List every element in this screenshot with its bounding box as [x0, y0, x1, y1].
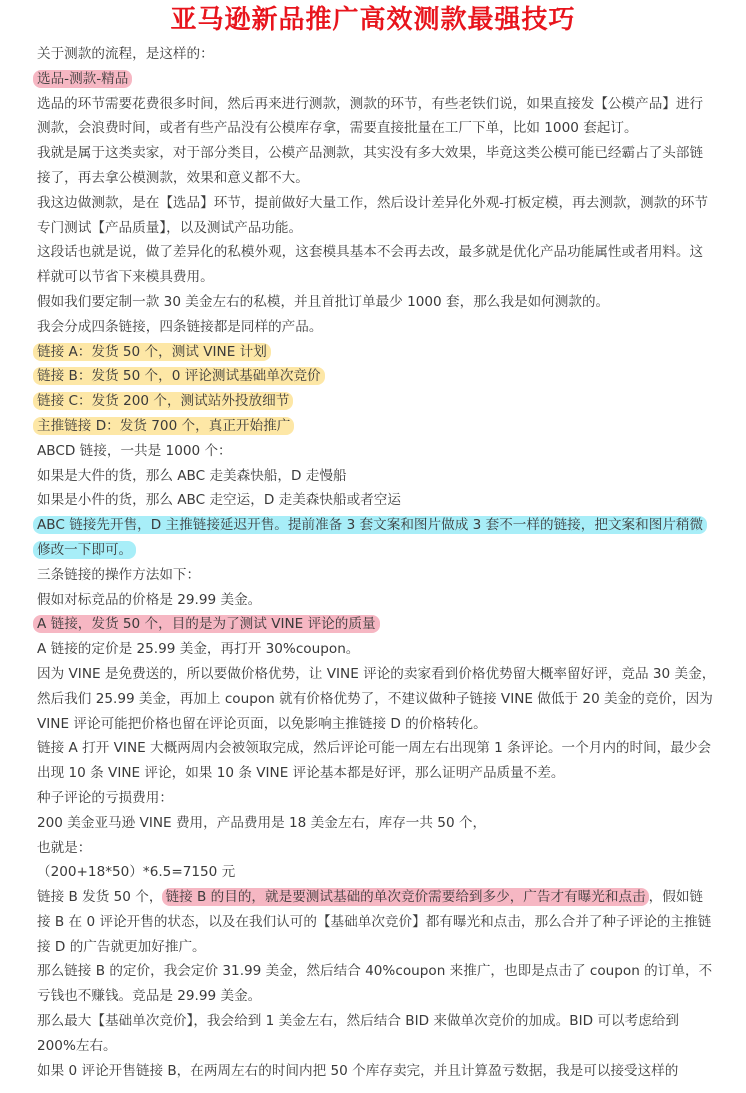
link-a-goal-highlight: A 链接，发货 50 个，目的是为了测试 VINE 评论的质量 [33, 615, 380, 633]
paragraph: 200 美金亚马逊 VINE 费用，产品费用是 18 美金左右，库存一共 50 个， [37, 814, 487, 831]
paragraph: 假如对标竞品的价格是 29.99 美金。 [37, 591, 262, 608]
highlight-pink: 选品-测款-精品 [33, 70, 132, 88]
paragraph: 如果 0 评论开售链接 B，在两周左右的时间内把 50 个库存卖完，并且计算盈亏数据，我是可以接受这样的 [37, 1062, 679, 1079]
highlight-cyan: ABC 链接先开售，D 主推链接延迟开售。提前准备 3 套文案和图片做成 3 套不一样的链接，把文案和图片稍微修改一下即可。 [33, 516, 707, 559]
paragraph-highlight [37, 414, 716, 439]
paragraph-mixed [37, 885, 716, 959]
article-title: 亚马逊新品推广高效测款最强技巧 [170, 5, 576, 35]
paragraph: 我这边做测款，是在【选品】环节，提前做好大量工作，然后设计差异化外观-打板定模，再去测款，测款的环节专门测试【产品质量】，以及测试产品功能。 [37, 194, 708, 236]
paragraph: 关于测款的流程，是这样的： [37, 46, 214, 62]
paragraph: 我会分成四条链接，四条链接都是同样的产品。 [37, 318, 323, 335]
link-d-highlight: 主推链接 D：发货 700 个，真正开始推广 [33, 417, 294, 435]
paragraph: 那么最大【基础单次竞价】，我会给到 1 美金左右，然后结合 BID 来做单次竞价的加成。BID 可以考虑给到 200%左右。 [37, 1013, 679, 1054]
paragraph: A 链接的定价是 25.99 美金，再打开 30%coupon。 [37, 641, 360, 658]
paragraph: 这段话也就是说，做了差异化的私模外观，这套模具基本不会再去改，最多就是优化产品功能属性或者用料。这样就可以节省下来模具费用。 [37, 244, 704, 286]
paragraph: 选品的环节需要花费很多时间，然后再来进行测款，测款的环节，有些老铁们说，如果直接发【公模产品】进行测款，会浪费时间，或者有些产品没有公模库存拿，需要直接批量在工厂下单，比如 1000 套起订。 [37, 95, 704, 137]
paragraph-highlight [37, 389, 716, 414]
link-b-goal-highlight: 链接 B 的目的，就是要测试基础的单次竞价需要给到多少，广告才有曝光和点击 [162, 888, 648, 906]
paragraph-highlight [37, 340, 716, 365]
link-c-highlight: 链接 C：发货 200 个，测试站外投放细节 [33, 392, 293, 410]
paragraph: （200+18*50）*6.5=7150 元 [37, 864, 236, 881]
text-segment: 链接 B 发货 50 个， [37, 889, 163, 906]
paragraph: 我就是属于这类卖家，对于部分类目，公模产品测款，其实没有多大效果，毕竟这类公模可能已经霸占了头部链接了，再去拿公模测款，效果和意义都不大。 [37, 145, 704, 186]
paragraph: 三条链接的操作方法如下： [37, 566, 201, 583]
link-b-highlight: 链接 B：发货 50 个，0 评论测试基础单次竞价 [33, 367, 325, 385]
paragraph: 种子评论的亏损费用： [37, 789, 173, 806]
paragraph-highlight [37, 67, 716, 92]
paragraph-highlight [37, 513, 716, 563]
paragraph: 链接 A 打开 VINE 大概两周内会被领取完成，然后评论可能一周左右出现第 1 条评论。一个月内的时间，最少会出现 10 条 VINE 评论，如果 10 条 VINE 评论基本都是好评，那么证明产品质量不差。 [37, 740, 712, 782]
paragraph-highlight [37, 612, 716, 637]
paragraph: 假如我们要定制一款 30 美金左右的私模，并且首批订单最少 1000 套，那么我是如何测款的。 [37, 293, 610, 310]
paragraph: 那么链接 B 的定价，我会定价 31.99 美金，然后结合 40%coupon 来推广，也即是点击了 coupon 的订单，不亏钱也不赚钱。竞品是 29.99 美金。 [37, 963, 713, 1005]
text-segment: ，假如链接 B 在 0 评论开售的状态，以及在我们认可的【基础单次竞价】都有曝光和点击，那么合并了种子评论的主推链接 D 的广告就更加好推广。 [37, 889, 712, 955]
paragraph: 因为 VINE 是免费送的，所以要做价格优势，让 VINE 评论的卖家看到价格优势留大概率留好评，竞品 30 美金，然后我们 25.99 美金，再加上 coupon 就有价格优势了，不建议做种子链接 VINE 做低于 20 美金的竞价，因为 VINE 评论可能把价格也留在评论页面，以免影响主推链接 D 的价格转化。 [37, 665, 716, 732]
link-a-highlight: 链接 A：发货 50 个，测试 VINE 计划 [33, 343, 271, 361]
article-body [37, 42, 716, 1083]
paragraph: ABCD 链接，一共是 1000 个： [37, 442, 232, 459]
paragraph-highlight [37, 364, 716, 389]
paragraph: 如果是大件的货，那么 ABC 走美森快船，D 走慢船 [37, 467, 347, 484]
paragraph: 如果是小件的货，那么 ABC 走空运，D 走美森快船或者空运 [37, 492, 401, 509]
paragraph: 也就是： [37, 839, 92, 856]
